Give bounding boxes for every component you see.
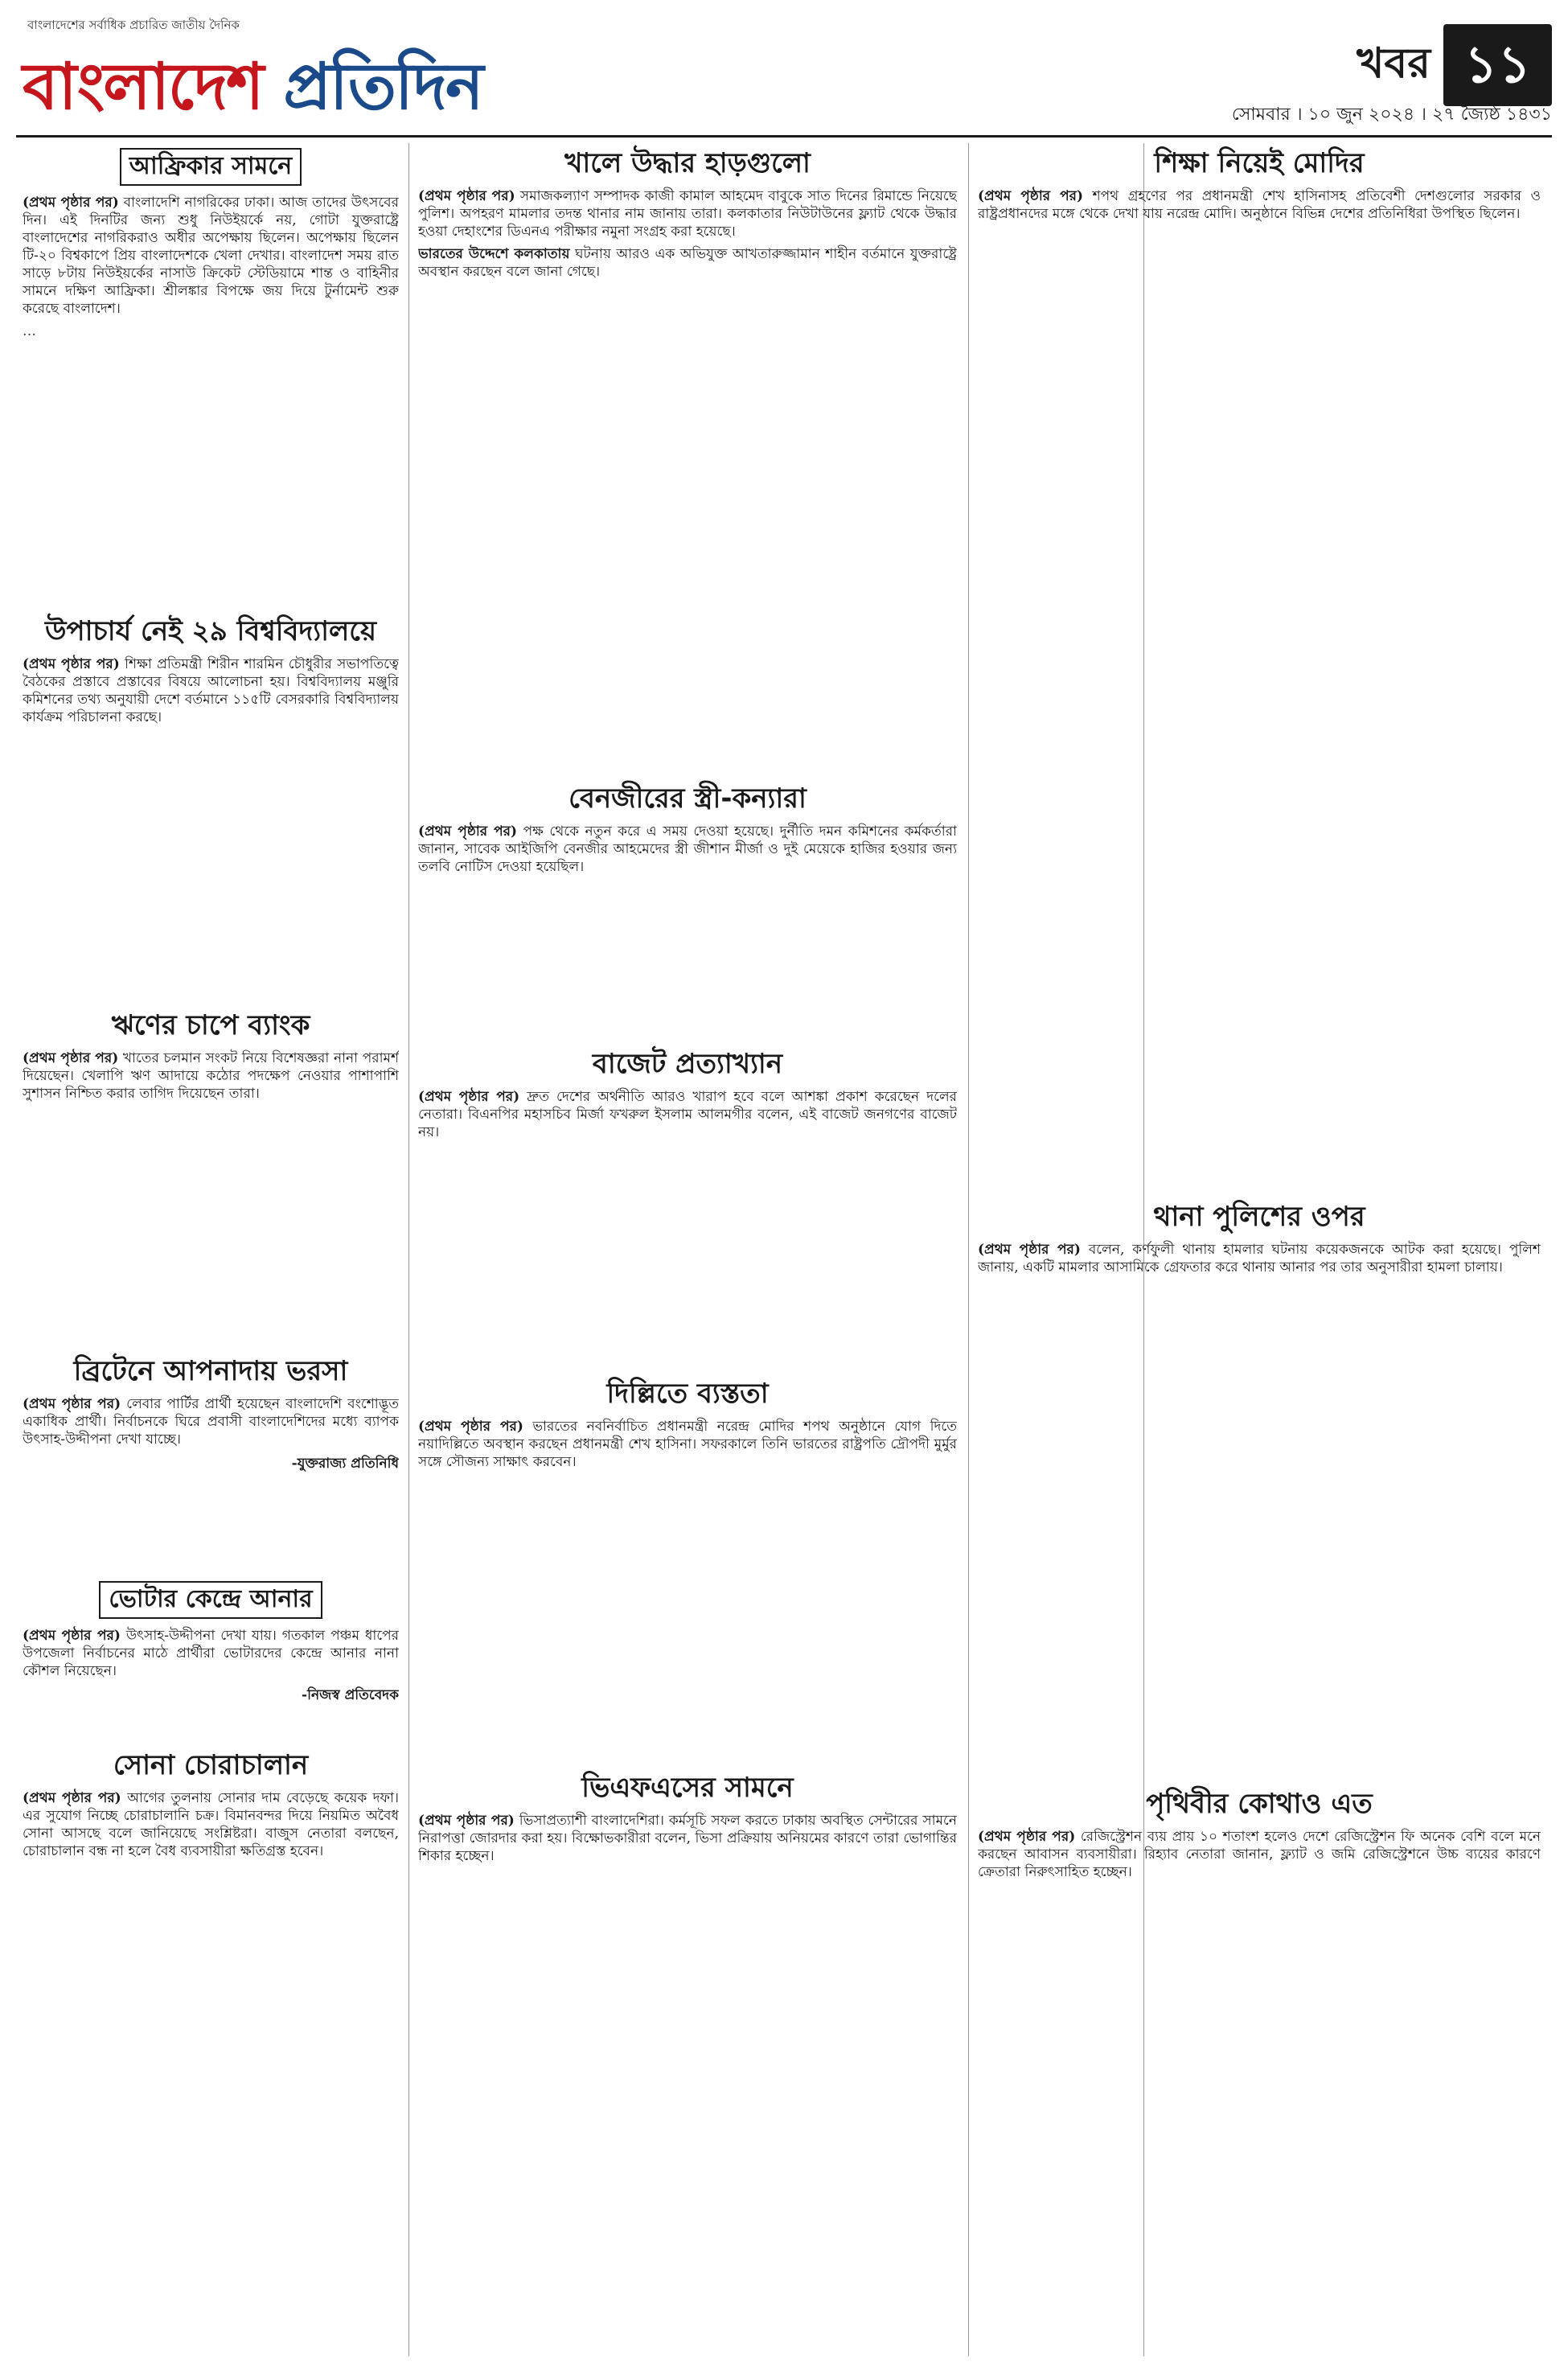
body-text: ঘটনায় আরও এক অভিযুক্ত আখতারুজ্জামান শাহীন বর্তমানে যুক্তরাষ্ট্রে অবস্থান করছেন বলে জানা গেছে। <box>418 246 957 281</box>
headline: উপাচার্য নেই ২৯ বিশ্ববিদ্যালয়ে <box>45 615 376 647</box>
body-text: শিক্ষা প্রতিমন্ত্রী শিরীন শারমিন চৌধুরীর সভাপতিত্বে বৈঠকের প্রস্তাবে প্রস্তাবের বিষয়ে আলোচনা হয়। বিশ্ববিদ্যালয় মঞ্জুরি কমিশনের তথ্য অনুযায়ী দেশে বর্তমানে ১১৫টি বেসরকারি বিশ্ববিদ্যালয় কার্যক্রম পরিচালনা করছে। <box>23 656 399 726</box>
body-text: সমাজকল্যাণ সম্পাদক কাজী কামাল আহমেদ বাবুকে সাত দিনের রিমান্ডে নিয়েছে পুলিশ। অপহরণ মামলার তদন্ত থানার নাম জানায় তারা। কলকাতার নিউটাউনের ফ্ল্যাট থেকে উদ্ধার হওয়া দেহাংশের ডিএনএ পরীক্ষার নমুনা সংগ্রহ করা হয়েছে। <box>418 188 957 240</box>
masthead-tagline: বাংলাদেশের সর্বাধিক প্রচারিত জাতীয় দৈনিক <box>27 18 240 32</box>
body-text: বাংলাদেশি নাগরিকের ঢাকা। আজ তাদের উৎসবের দিন। এই দিনটির জন্য শুধু নিউইয়র্কে নয়, গোটা যুক্তরাষ্ট্রে বাংলাদেশের নাগরিকরাও অধীর অপেক্ষায় ছিলেন। অপেক্ষায় ছিলেন টি-২০ বিশ্বকাপে প্রিয় বাংলাদেশকে খেলা দেখার। বাংলাদেশ সময় রাত সাড়ে ৮টায় নিউইয়র্কের নাসাউ ক্রিকেট স্টেডিয়ামে শান্ত ও বাহিনীর সামনে দক্ষিণ আফ্রিকা। শ্রীলঙ্কার বিপক্ষে জয় দিয়ে টুর্নামেন্ট শুরু করেছে বাংলাদেশ। <box>23 194 399 317</box>
headline: খালে উদ্ধার হাড়গুলো <box>564 147 811 179</box>
headline: ভিএফএসের সামনে <box>581 1772 794 1804</box>
dateline: সোমবার । ১০ জুন ২০২৪ । ২৭ জ্যৈষ্ঠ ১৪৩১ <box>1231 105 1552 125</box>
story-university <box>23 611 399 997</box>
story-gold <box>23 1745 399 2356</box>
logo-part-1: বাংলাদেশ <box>23 49 284 124</box>
newspaper-logo <box>23 37 482 145</box>
headline: দিল্লিতে ব্যস্ততা <box>606 1378 769 1410</box>
lead-label: (প্রথম পৃষ্ঠার পর) <box>23 1790 121 1807</box>
lead-label: (প্রথম পৃষ্ঠার পর) <box>418 1089 520 1106</box>
story-africa <box>23 143 399 594</box>
body-text: খাতের চলমান সংকট নিয়ে বিশেষজ্ঞরা নানা পরামর্শ দিয়েছেন। খেলাপি ঋণ আদায়ে কঠোর পদক্ষেপ নেওয়ার পাশাপাশি সুশাসন নিশ্চিত করার তাগিদ দিয়েছেন তারা। <box>23 1050 399 1103</box>
body-text: পক্ষ থেকে নতুন করে এ সময় দেওয়া হয়েছে। দুর্নীতি দমন কমিশনের কর্মকর্তারা জানান, সাবেক আইজিপি বেনজীর আহমেদের স্ত্রী জীশান মীর্জা ও দুই মেয়েকে হাজির হওয়ার জন্য তলবি নোটিস দেওয়া হয়েছিল। <box>418 824 957 876</box>
headline: ঋণের চাপে ব্যাংক <box>111 1009 310 1041</box>
story-voting <box>23 1576 399 1737</box>
headline: থানা পুলিশের ওপর <box>1153 1201 1365 1233</box>
headline: বেনজীরের স্ত্রী-কন্যারা <box>569 782 807 815</box>
body-text: শপথ গ্রহণের পর প্রধানমন্ত্রী শেখ হাসিনাসহ প্রতিবেশী দেশগুলোর সরকার ও রাষ্ট্রপ্রধানদের মঙ্গে থেকে দেখা যায় নরেন্দ্র মোদি। অনুষ্ঠানে বিভিন্ন দেশের প্রতিনিধিরা উপস্থিত ছিলেন। <box>978 188 1541 223</box>
lead-label: (প্রথম পৃষ্ঠার পর) <box>23 1050 119 1067</box>
column-rule <box>408 143 409 2356</box>
story-world <box>978 1784 1541 2355</box>
story-delhi <box>418 1374 957 1760</box>
lead-label: (প্রথম পৃষ্ঠার পর) <box>23 1396 121 1413</box>
lead-label: (প্রথম পৃষ্ঠার পর) <box>978 1242 1081 1259</box>
headline: আফ্রিকার সামনে <box>120 148 302 186</box>
column-rule <box>968 143 969 2356</box>
story-police <box>978 1197 1541 1776</box>
lead-label: (প্রথম পৃষ্ঠার পর) <box>23 194 119 211</box>
headline: শিক্ষা নিয়েই মোদির <box>1154 147 1365 179</box>
lead-label: (প্রথম পৃষ্ঠার পর) <box>23 1627 121 1644</box>
body-text: আগের তুলনায় সোনার দাম বেড়েছে কয়েক দফা। এর সুযোগ নিচ্ছে চোরাচালানি চক্র। বিমানবন্দর দিয়ে নিয়মিত অবৈধ সোনা আসছে বলে জানিয়েছে সংশ্লিষ্টরা। বাজুস নেতারা বলছেন, চোরাচালান বন্ধ না হলে বৈধ ব্যবসায়ীরা ক্ষতিগ্রস্ত হবেন। <box>23 1790 399 1860</box>
lead-label: (প্রথম পৃষ্ঠার পর) <box>978 1829 1076 1846</box>
page-number: ১১ <box>1443 24 1552 106</box>
lead-label: (প্রথম পৃষ্ঠার পর) <box>418 188 515 205</box>
body-text: দ্রুত দেশের অর্থনীতি আরও খারাপ হবে বলে আশঙ্কা প্রকাশ করেছেন দলের নেতারা। বিএনপির মহাসচিব মির্জা ফখরুল ইসলাম আলমগীর বলেন, এই বাজেট জনগণের বাজেট নয়। <box>418 1089 957 1141</box>
byline: -যুক্তরাজ্য প্রতিনিধি <box>291 1456 399 1472</box>
logo-part-2: প্রতিদিন <box>283 49 482 124</box>
story-budget <box>418 1044 957 1366</box>
headline: ব্রিটেনে আপনাদায় ভরসা <box>73 1355 348 1387</box>
story-bank <box>23 1005 399 1343</box>
headline: ভোটার কেন্দ্রে আনার <box>99 1581 322 1619</box>
section-label <box>1357 24 1552 106</box>
body-text: রেজিস্ট্রেশন ব্যয় প্রায় ১০ শতাংশ হলেও দেশে রেজিস্ট্রেশন ফি অনেক বেশি বলে মনে করছেন আবাসন ব্যবসায়ীরা। রিহ্যাব নেতারা জানান, ফ্ল্যাট ও জমি রেজিস্ট্রেশনে উচ্চ ব্যয়ের কারণে ক্রেতারা নিরুৎসাহিত হচ্ছেন। <box>978 1829 1541 1881</box>
headline: বাজেট প্রত্যাখ্যান <box>592 1048 783 1080</box>
masthead <box>16 14 1552 138</box>
story-education <box>978 143 1541 1189</box>
subhead: ভারতের উদ্দেশে কলকাতায় <box>418 246 570 263</box>
body-text: উৎসাহ-উদ্দীপনা দেখা যায়। গতকাল পঞ্চম ধাপের উপজেলা নির্বাচনের মাঠে প্রার্থীরা ভোটারদের কেন্দ্রে আনার নানা কৌশল নিয়েছেন। <box>23 1627 399 1679</box>
story-britain <box>23 1351 399 1568</box>
body-text: ভারতের নবনির্বাচিত প্রধানমন্ত্রী নরেন্দ্র মোদির শপথ অনুষ্ঠানে যোগ দিতে নয়াদিল্লিতে অবস্থান করছেন প্রধানমন্ত্রী শেখ হাসিনা। সফরকালে তিনি ভারতের রাষ্ট্রপতি দ্রৌপদী মুর্মুর সঙ্গে সৌজন্য সাক্ষাৎ করবেন। <box>418 1419 957 1471</box>
story-benazir <box>418 778 957 1036</box>
headline: সোনা চোরাচালান <box>113 1749 309 1781</box>
body-text: বলেন, কর্ণফুলী থানায় হামলার ঘটনায় কয়েকজনকে আটক করা হয়েছে। পুলিশ জানায়, একটি মামলার আসামিকে গ্রেফতার করে থানায় আনার পর তার অনুসারীরা হামলা চালায়। <box>978 1242 1541 1276</box>
section-name: খবর <box>1357 39 1430 88</box>
body-text: ভিসাপ্রত্যাশী বাংলাদেশিরা। কর্মসূচি সফল করতে ঢাকায় অবস্থিত সেন্টারের সামনে নিরাপত্তা জোরদার করা হয়। বিক্ষোভকারীরা বলেন, ভিসা প্রক্রিয়ায় অনিয়মের কারণে তারা ভোগান্তির শিকার হচ্ছেন। <box>418 1813 957 1865</box>
byline: -নিজস্ব প্রতিবেদক <box>302 1686 399 1703</box>
body-text: লেবার পার্টির প্রার্থী হয়েছেন বাংলাদেশি বংশোদ্ভূত একাধিক প্রার্থী। নির্বাচনকে ঘিরে প্রবাসী বাংলাদেশিদের মধ্যে ব্যাপক উৎসাহ-উদ্দীপনা দেখা যাচ্ছে। <box>23 1396 399 1448</box>
lead-label: (প্রথম পৃষ্ঠার পর) <box>418 1813 515 1830</box>
headline: পৃথিবীর কোথাও এত <box>1146 1788 1373 1820</box>
story-visa <box>418 1768 957 2355</box>
lead-label: (প্রথম পৃষ্ঠার পর) <box>418 824 518 840</box>
lead-label: (প্রথম পৃষ্ঠার পর) <box>978 188 1084 205</box>
story-skull <box>418 143 957 770</box>
filler-text: … <box>23 322 36 339</box>
lead-label: (প্রথম পৃষ্ঠার পর) <box>418 1419 523 1435</box>
lead-label: (প্রথম পৃষ্ঠার পর) <box>23 656 120 673</box>
